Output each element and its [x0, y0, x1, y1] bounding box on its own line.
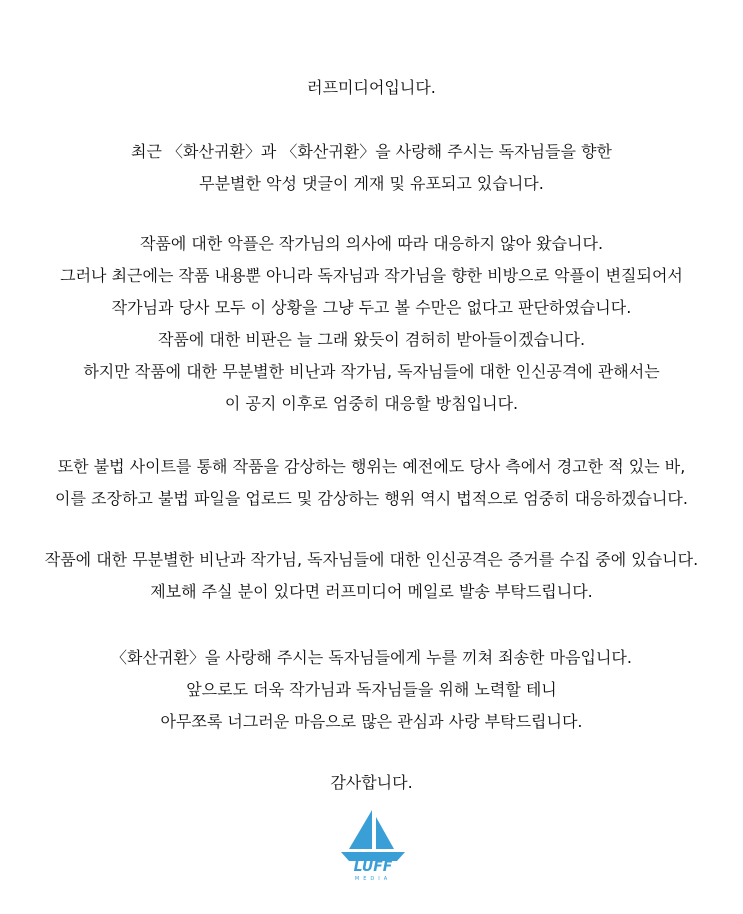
greeting: 러프미디어입니다.	[307, 78, 436, 97]
luff-media-logo	[337, 808, 409, 882]
paragraph-line: 〈화산귀환〉을 사랑해 주시는 독자님들에게 누를 끼쳐 죄송한 마음입니다.	[111, 648, 632, 667]
paragraph-line: 작품에 대한 비판은 늘 그래 왔듯이 겸허히 받아들이겠습니다.	[157, 330, 586, 349]
paragraph-line: 작품에 대한 악플은 작가님의 의사에 따라 대응하지 않아 왔습니다.	[139, 234, 604, 253]
paragraph-line: 이 공지 이후로 엄중히 대응할 방침입니다.	[224, 394, 519, 413]
paragraph-line: 작품에 대한 무분별한 비난과 작가님, 독자님들에 대한 인신공격은 증거를 수집 중에 있습니다.	[44, 550, 699, 569]
paragraph-response-policy	[0, 228, 743, 420]
paragraph-illegal-sites	[0, 451, 743, 515]
svg-text:MEDIA: MEDIA	[354, 876, 392, 882]
closing-thanks: 감사합니다.	[330, 773, 413, 792]
paragraph-apology	[0, 642, 743, 738]
paragraph-line: 그러나 최근에는 작품 내용뿐 아니라 독자님과 작가님을 향한 비방으로 악플이 변질되어서	[60, 266, 683, 285]
sailboat-logo-icon	[337, 808, 409, 882]
paragraph-line: 제보해 주실 분이 있다면 러프미디어 메일로 발송 부탁드립니다.	[150, 582, 593, 601]
paragraph-evidence-collection	[0, 544, 743, 608]
paragraph-malicious-comments	[0, 136, 743, 200]
paragraph-line: 최근 〈화산귀환〉과 〈화산귀환〉을 사랑해 주시는 독자님들을 향한	[131, 142, 612, 161]
paragraph-line: 또한 불법 사이트를 통해 작품을 감상하는 행위는 예전에도 당사 측에서 경고한 적 있는 바,	[57, 457, 686, 476]
paragraph-line: 작가님과 당사 모두 이 상황을 그냥 두고 볼 수만은 없다고 판단하였습니다.	[111, 298, 632, 317]
paragraph-line: 하지만 작품에 대한 무분별한 비난과 작가님, 독자님들에 대한 인신공격에 관해서는	[83, 362, 660, 381]
paragraph-line: 무분별한 악성 댓글이 게재 및 유포되고 있습니다.	[199, 174, 544, 193]
paragraph-line: 이를 조장하고 불법 파일을 업로드 및 감상하는 행위 역시 법적으로 엄중히 대응하겠습니다.	[55, 489, 688, 508]
paragraph-line: 앞으로도 더욱 작가님과 독자님들을 위해 노력할 테니	[186, 680, 557, 699]
paragraph-line: 아무쪼록 너그러운 마음으로 많은 관심과 사랑 부탁드립니다.	[160, 712, 583, 731]
svg-text:LUFF: LUFF	[353, 859, 393, 875]
